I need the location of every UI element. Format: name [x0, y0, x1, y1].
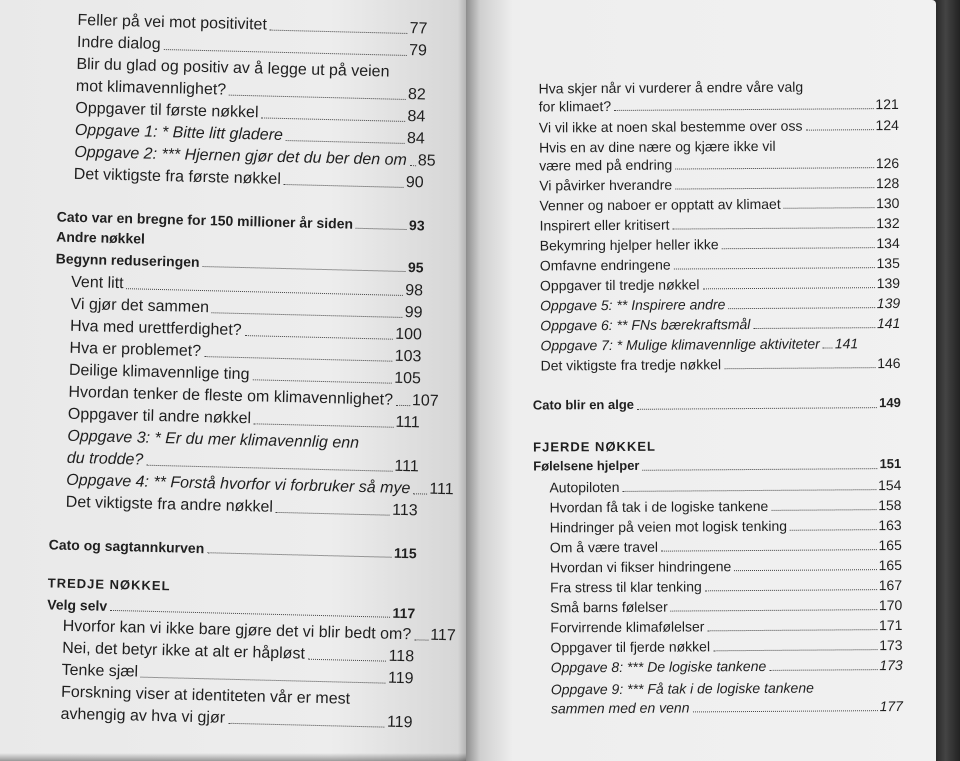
- toc-entry: Hvordan vi fikser hindringene 165: [549, 556, 903, 576]
- page-number: 167: [878, 576, 903, 594]
- page-number: 170: [878, 596, 903, 614]
- toc-entry: Bekymring hjelper heller ikke 134: [539, 234, 900, 254]
- toc-entry: Vi vil ikke at noen skal bestemme over oss 124: [538, 116, 899, 136]
- right-toc: [466, 0, 936, 761]
- toc-entry: Vi påvirker hverandre 128: [539, 174, 900, 194]
- page-number: 173: [879, 636, 903, 654]
- page-number: 126: [875, 154, 900, 172]
- toc-entry: Oppgave 5: ** Inspirere andre 139: [540, 294, 901, 314]
- right-page: [466, 0, 936, 761]
- toc-chapter-entry: Cato var en bregne for 150 millioner år siden 93: [56, 208, 425, 234]
- toc-entry: Oppgaver til første nøkkel 84: [75, 99, 426, 126]
- page-number: 173: [879, 656, 903, 674]
- toc-entry: Oppgave 2: *** Hjernen gjør det du ber den om 85: [74, 143, 436, 170]
- toc-entry: avhengig av hva vi gjør 119: [60, 705, 413, 732]
- toc-entry: Omfavne endringene 135: [539, 254, 900, 274]
- page-number: 135: [876, 254, 900, 272]
- page-number: 134: [876, 234, 900, 252]
- toc-entry-line1: Blir du glad og positiv av å legge ut på veien: [76, 55, 390, 81]
- toc-entry: Hvorfor kan vi ikke bare gjøre det vi blir bedt om? 117: [62, 617, 456, 645]
- page-number: 146: [877, 354, 901, 372]
- toc-entry: Det viktigste fra første nøkkel 90: [73, 165, 424, 192]
- page-number: 177: [879, 697, 903, 715]
- left-toc: [0, 0, 472, 761]
- toc-entry: Oppgaver til tredje nøkkel 139: [539, 274, 901, 294]
- toc-entry-line1: Oppgave 3: * Er du mer klimavennlig enn: [67, 427, 360, 452]
- page-number: 84: [407, 107, 426, 126]
- toc-entry: du trodde? 111: [66, 449, 419, 476]
- section-heading: Andre nøkkel: [56, 228, 146, 247]
- page-number: 171: [878, 616, 903, 634]
- toc-entry: Venner og naboer er opptatt av klimaet 130: [539, 194, 900, 214]
- page-number: 128: [875, 174, 900, 192]
- toc-entry: Indre dialog 79: [76, 33, 428, 60]
- toc-entry: Små barns følelser 170: [550, 596, 903, 616]
- page-number: 111: [395, 413, 421, 432]
- page-number: 141: [876, 314, 901, 332]
- page-number: 98: [405, 281, 424, 300]
- toc-entry: Fra stress til klar tenking 167: [550, 576, 903, 596]
- toc-entry-line1: Forskning viser at identiteten vår er mest: [60, 683, 351, 708]
- left-page: [0, 0, 472, 761]
- toc-entry: Det viktigste fra tredje nøkkel 146: [540, 354, 901, 374]
- toc-entry: for klimaet? 121: [538, 95, 899, 115]
- page-number: 99: [404, 303, 423, 322]
- toc-entry: Hindringer på veien mot logisk tenking 163: [549, 516, 902, 536]
- toc-entry: Nei, det betyr ikke at alt er håpløst 118: [61, 639, 415, 666]
- page-number: 105: [393, 369, 422, 388]
- page-number: 82: [407, 85, 427, 104]
- toc-entry: Vent litt 98: [70, 273, 424, 300]
- toc-entry: mot klimavennlighet? 82: [75, 77, 427, 104]
- page-number: 154: [877, 476, 902, 494]
- page-number: 90: [405, 173, 424, 192]
- toc-entry: Oppgave 8: *** De logiske tankene 173: [550, 656, 903, 676]
- section-heading: FJERDE NØKKEL: [533, 438, 656, 455]
- toc-entry: Oppgave 4: ** Forstå hvorfor vi forbruker så mye 111: [66, 471, 454, 499]
- page-number: 151: [879, 455, 902, 472]
- page-number: 85: [417, 152, 436, 170]
- toc-entry: Inspirert eller kritisert 132: [539, 214, 900, 234]
- page-number: 79: [408, 42, 428, 60]
- toc-entry: Forvirrende klimafølelser 171: [550, 616, 903, 636]
- toc-entry-line1: Hvis en av dine nære og kjære ikke vil: [538, 137, 776, 156]
- toc-section-entry: Begynn reduseringen 95: [55, 250, 424, 276]
- toc-entry: Vi gjør det sammen 99: [70, 295, 423, 322]
- page-number: 111: [429, 480, 454, 499]
- toc-entry: Tenke sjæl 119: [61, 661, 414, 688]
- toc-section-entry: Velg selv 117: [47, 596, 416, 622]
- toc-entry-line1: Hva skjer når vi vurderer å endre våre valg: [538, 78, 804, 97]
- toc-chapter-entry: Cato blir en alge 149: [532, 394, 901, 413]
- toc-chapter-entry: Cato og sagtannkurven 115: [48, 536, 417, 562]
- page-number: 117: [392, 604, 416, 622]
- toc-entry: Oppgaver til fjerde nøkkel 173: [550, 636, 903, 656]
- page-number: 103: [394, 347, 422, 366]
- page-number: 130: [876, 194, 900, 212]
- toc-entry: sammen med en venn 177: [550, 697, 903, 717]
- toc-entry: Om å være travel 165: [549, 536, 902, 556]
- page-number: 107: [411, 392, 439, 410]
- toc-entry: Hva med urettferdighet? 100: [69, 317, 423, 344]
- book-edge: [936, 0, 960, 761]
- page-number: 165: [878, 536, 902, 554]
- page-number: 93: [408, 217, 425, 234]
- page-number: 95: [407, 259, 424, 276]
- page-number: 77: [409, 20, 428, 38]
- page-number: 119: [386, 713, 413, 732]
- section-heading: TREDJE NØKKEL: [47, 575, 171, 594]
- toc-entry: Feller på vei mot positivitet 77: [77, 11, 428, 38]
- page-number: 100: [395, 325, 423, 344]
- page-number: 118: [388, 647, 415, 666]
- page-number: 121: [875, 95, 899, 113]
- page-number: 124: [875, 116, 899, 134]
- toc-entry: være med på endring 126: [539, 154, 900, 174]
- toc-entry: Hvordan få tak i de logiske tankene 158: [549, 496, 902, 516]
- toc-entry: Oppgave 1: * Bitte litt gladere 84: [74, 121, 425, 148]
- page-number: 163: [878, 516, 902, 534]
- page-number: 139: [876, 294, 901, 312]
- page-number: 117: [429, 626, 456, 645]
- toc-entry: Det viktigste fra andre nøkkel 113: [65, 493, 418, 520]
- page-number: 119: [387, 669, 414, 688]
- toc-entry: Oppgave 6: ** FNs bærekraftsmål 141: [540, 314, 901, 334]
- page-number: 132: [876, 214, 900, 232]
- toc-entry-line1: Oppgave 9: *** Få tak i de logiske tankene: [550, 679, 814, 698]
- page-number: 165: [878, 556, 903, 574]
- page-number: 113: [391, 501, 418, 520]
- toc-entry: Oppgave 7: * Mulige klimavennlige aktiviteter 141: [540, 335, 859, 354]
- page-number: 111: [394, 457, 419, 476]
- page-number: 115: [393, 544, 417, 562]
- toc-entry: Hva er problemet? 103: [69, 339, 422, 366]
- toc-entry: Hvordan tenker de fleste om klimavennlighet? 107: [68, 383, 439, 410]
- page-number: 84: [406, 129, 425, 148]
- toc-entry: Oppgaver til andre nøkkel 111: [67, 405, 421, 432]
- page-number: 149: [879, 394, 901, 411]
- toc-section-entry: Følelsene hjelper 151: [533, 455, 902, 474]
- page-number: 158: [878, 496, 902, 514]
- toc-entry: Autopiloten 154: [549, 476, 902, 496]
- toc-entry: Deilige klimavennlige ting 105: [68, 361, 422, 388]
- page-number: 139: [876, 274, 901, 292]
- page-number: 141: [834, 335, 859, 352]
